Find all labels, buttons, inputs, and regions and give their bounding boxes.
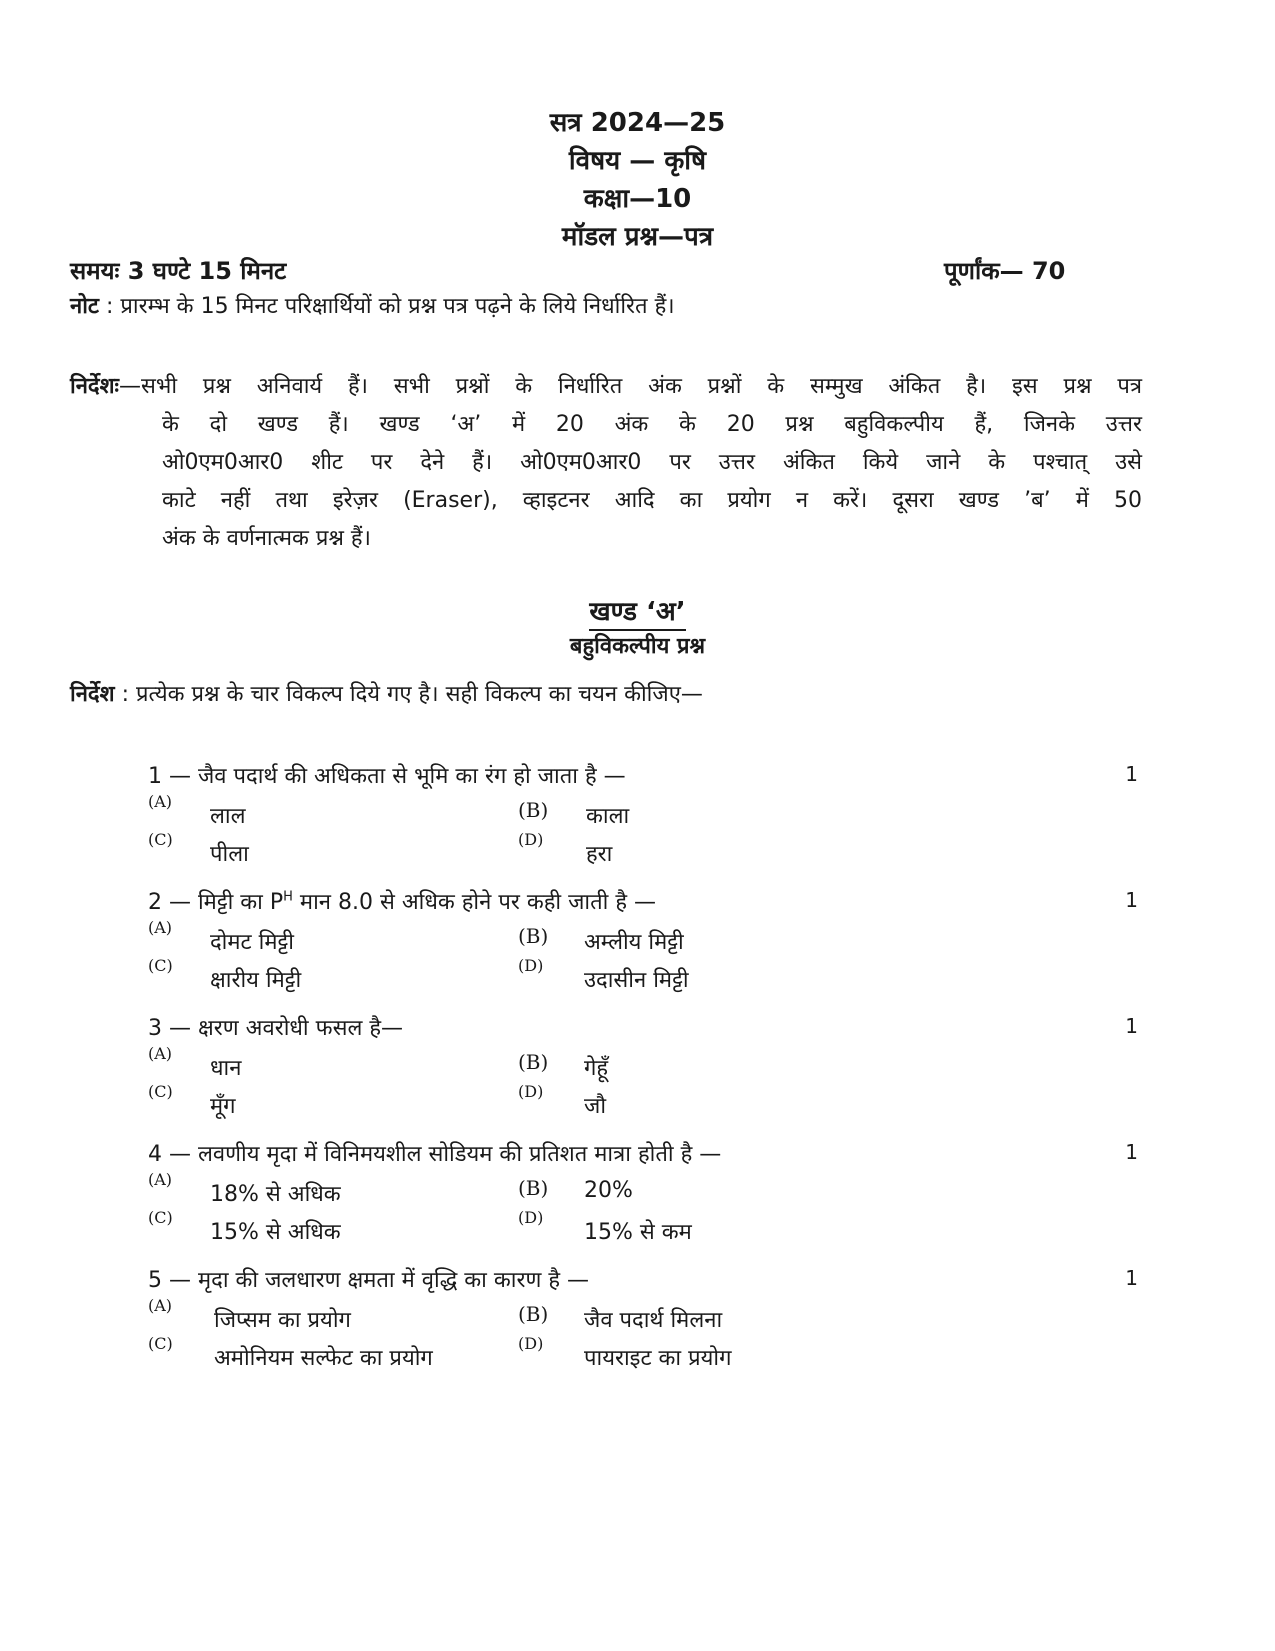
full-marks: पूर्णांक— 70 bbox=[944, 257, 1066, 285]
question-text: 1 — जैव पदार्थ की अधिकता से भूमि का रंग हो जाता है — bbox=[148, 764, 626, 789]
note-line bbox=[70, 290, 675, 320]
instructions-line-5: अंक के वर्णनात्मक प्रश्न हैं। bbox=[162, 526, 371, 551]
question-text-pre: 2 — मिट्टी का P bbox=[148, 890, 284, 915]
option-a: 18% से अधिक bbox=[210, 1182, 341, 1207]
paper-type-heading: मॉडल प्रश्न—पत्र bbox=[561, 222, 714, 252]
question-text: 5 — मृदा की जलधारण क्षमता में वृद्धि का कारण है — bbox=[148, 1268, 590, 1293]
question-text bbox=[148, 890, 656, 915]
question-marks: 1 bbox=[1125, 888, 1138, 912]
ph-superscript: H bbox=[283, 889, 293, 905]
instructions-label: निर्देशः bbox=[70, 374, 119, 399]
question-5 bbox=[148, 1264, 1138, 1376]
option-b: अम्लीय मिट्टी bbox=[584, 930, 684, 955]
option-d: 15% से कम bbox=[584, 1220, 692, 1245]
option-c: पीला bbox=[210, 842, 249, 867]
section-title-text: खण्ड ‘अ’ bbox=[589, 597, 685, 631]
option-b: 20% bbox=[584, 1178, 633, 1203]
option-key-d: (D) bbox=[518, 956, 544, 975]
option-key-b: (B) bbox=[518, 1050, 549, 1074]
option-c: अमोनियम सल्फेट का प्रयोग bbox=[214, 1346, 433, 1371]
mcq-instructions-text: : प्रत्येक प्रश्न के चार विकल्प दिये गए है। सही विकल्प का चयन कीजिए— bbox=[121, 682, 703, 707]
subject-heading: विषय — कृषि bbox=[568, 146, 707, 176]
note-label: नोट bbox=[70, 294, 99, 319]
mcq-instructions-label: निर्देश bbox=[70, 682, 115, 707]
question-4 bbox=[148, 1138, 1138, 1250]
session-heading: सत्र 2024—25 bbox=[549, 108, 726, 138]
option-d: हरा bbox=[586, 842, 613, 867]
option-a: दोमट मिट्टी bbox=[210, 930, 294, 955]
question-text: 3 — क्षरण अवरोधी फसल है— bbox=[148, 1016, 404, 1041]
option-key-a: (A) bbox=[148, 1044, 173, 1063]
option-b: गेहूँ bbox=[584, 1056, 609, 1081]
option-a: लाल bbox=[210, 804, 246, 829]
question-2 bbox=[148, 886, 1138, 998]
question-marks: 1 bbox=[1125, 1266, 1138, 1290]
exam-time: समयः 3 घण्टे 15 मिनट bbox=[70, 257, 287, 285]
option-d: उदासीन मिट्टी bbox=[584, 968, 689, 993]
option-key-a: (A) bbox=[148, 918, 173, 937]
section-title bbox=[0, 592, 1275, 628]
option-c: मूँग bbox=[210, 1094, 236, 1119]
instructions-line-2: के दो खण्ड हैं। खण्ड ‘अ’ में 20 अंक के 20 प्रश्न बहुविकल्पीय हैं, जिनके उत्तर bbox=[162, 412, 1142, 437]
option-key-d: (D) bbox=[518, 1082, 544, 1101]
question-1 bbox=[148, 760, 1138, 872]
option-key-a: (A) bbox=[148, 1296, 173, 1315]
question-3 bbox=[148, 1012, 1138, 1124]
option-key-c: (C) bbox=[148, 1208, 173, 1227]
option-key-a: (A) bbox=[148, 792, 173, 811]
option-key-b: (B) bbox=[518, 1302, 549, 1326]
option-key-c: (C) bbox=[148, 1082, 173, 1101]
question-marks: 1 bbox=[1125, 1140, 1138, 1164]
question-text-post: मान 8.0 से अधिक होने पर कही जाती है — bbox=[292, 890, 657, 915]
section-subtitle: बहुविकल्पीय प्रश्न bbox=[569, 634, 706, 659]
option-key-d: (D) bbox=[518, 830, 544, 849]
instructions-line-1: —सभी प्रश्न अनिवार्य हैं। सभी प्रश्नों के निर्धारित अंक प्रश्नों के सम्मुख अंकित है। इस प्रश्न पत्र bbox=[119, 374, 1142, 399]
note-text: : प्रारम्भ के 15 मिनट परिक्षार्थियों को प्रश्न पत्र पढ़ने के लिये निर्धारित हैं। bbox=[106, 294, 675, 319]
option-key-c: (C) bbox=[148, 830, 173, 849]
option-a: धान bbox=[210, 1056, 242, 1081]
class-heading: कक्षा—10 bbox=[583, 184, 692, 214]
mcq-instructions bbox=[70, 678, 703, 708]
question-marks: 1 bbox=[1125, 762, 1138, 786]
option-key-d: (D) bbox=[518, 1208, 544, 1227]
instructions-line-3: ओ0एम0आर0 शीट पर देने हैं। ओ0एम0आर0 पर उत्तर अंकित किये जाने के पश्चात् उसे bbox=[162, 450, 1142, 475]
option-c: क्षारीय मिट्टी bbox=[210, 968, 302, 993]
general-instructions bbox=[70, 368, 1142, 558]
option-key-a: (A) bbox=[148, 1170, 173, 1189]
option-a: जिप्सम का प्रयोग bbox=[214, 1308, 351, 1333]
option-key-d: (D) bbox=[518, 1334, 544, 1353]
question-text: 4 — लवणीय मृदा में विनिमयशील सोडियम की प्रतिशत मात्रा होती है — bbox=[148, 1142, 722, 1167]
question-marks: 1 bbox=[1125, 1014, 1138, 1038]
option-d: जौ bbox=[584, 1094, 607, 1119]
instructions-line-4: काटे नहीं तथा इरेज़र (Eraser), व्हाइटनर आदि का प्रयोग न करें। दूसरा खण्ड ’ब’ में 50 bbox=[162, 488, 1142, 513]
option-b: जैव पदार्थ मिलना bbox=[584, 1308, 723, 1333]
option-c: 15% से अधिक bbox=[210, 1220, 341, 1245]
option-d: पायराइट का प्रयोग bbox=[584, 1346, 732, 1371]
option-b: काला bbox=[586, 804, 630, 829]
option-key-c: (C) bbox=[148, 956, 173, 975]
option-key-b: (B) bbox=[518, 798, 549, 822]
option-key-b: (B) bbox=[518, 924, 549, 948]
option-key-b: (B) bbox=[518, 1176, 549, 1200]
option-key-c: (C) bbox=[148, 1334, 173, 1353]
